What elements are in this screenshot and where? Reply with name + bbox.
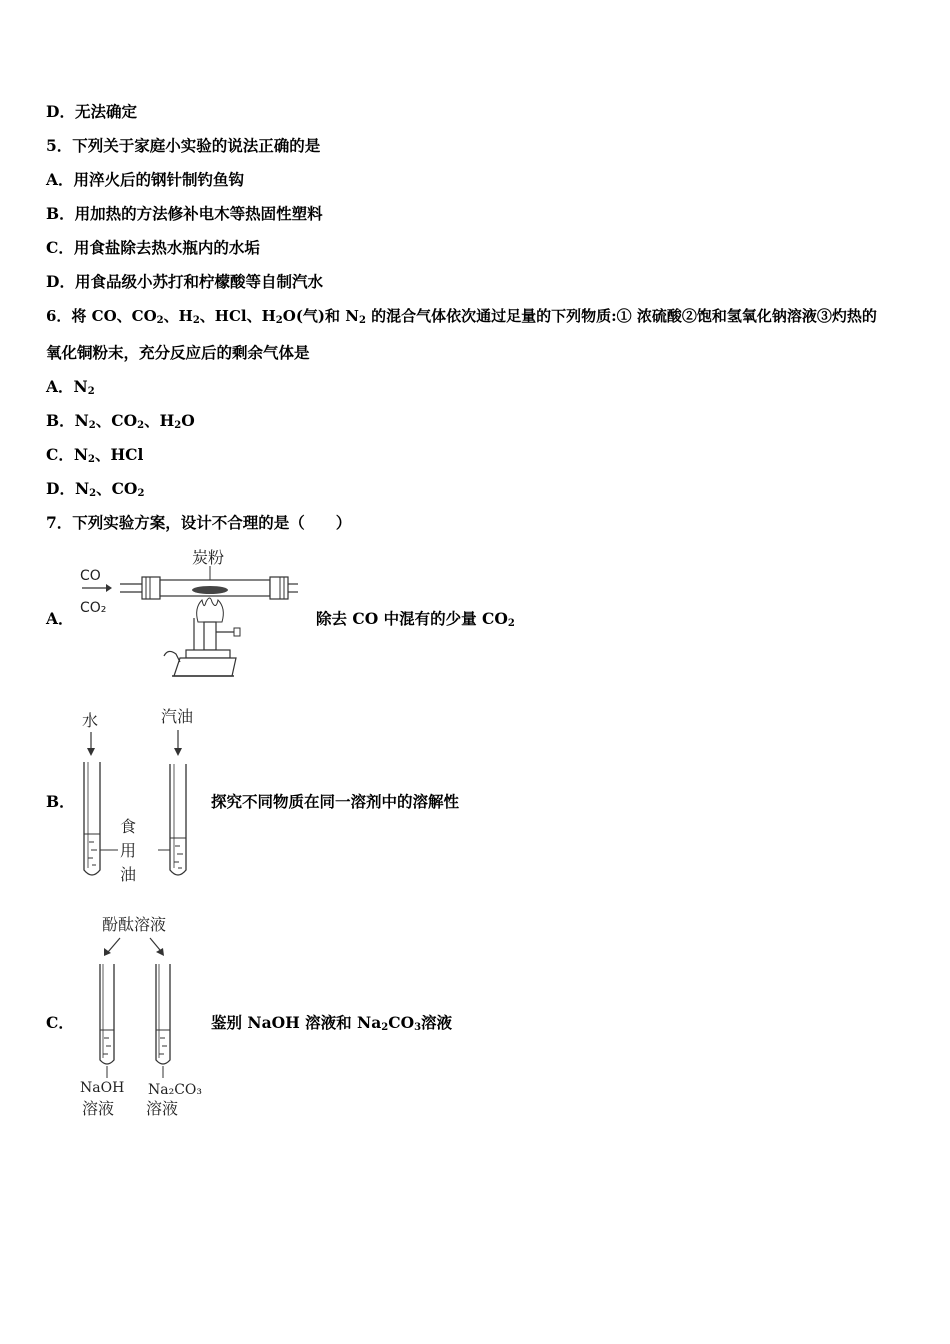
fig-b-water-label: 水 <box>82 711 99 730</box>
fig-a-flame <box>197 598 224 622</box>
q7-option-a-description: 除去 CO 中混有的少量 $CO_2$ <box>316 609 515 629</box>
fig-b-oil-label-2: 用 <box>120 841 137 860</box>
q6-option-c: C．$N_2$、HCl <box>46 445 144 465</box>
combustion-tube-apparatus-figure <box>76 544 306 688</box>
q6-stem-line2: 氧化铜粉末，充分反应后的剩余气体是 <box>46 343 310 362</box>
q5-option-c: C．用食盐除去热水瓶内的水垢 <box>46 238 260 257</box>
fig-a-carbon-pile <box>192 586 228 594</box>
q7-option-b-description: 探究不同物质在同一溶剂中的溶解性 <box>211 792 460 811</box>
fig-b-oil-label-3: 油 <box>120 865 137 884</box>
phenolphthalein-test-figure <box>76 908 212 1124</box>
q4-option-d: D．无法确定 <box>46 102 137 121</box>
solubility-test-tubes-figure <box>70 702 210 887</box>
q5-option-d: D．用食品级小苏打和柠檬酸等自制汽水 <box>46 272 323 291</box>
fig-a-burner <box>204 622 216 650</box>
q6-option-a: A．$N_2$ <box>46 377 95 397</box>
fig-b-oil-label-1: 食 <box>120 817 137 836</box>
fig-c-na2co3-solution-label: 溶液 <box>146 1099 179 1118</box>
fig-c-left-tube <box>100 964 114 1064</box>
q5-option-b: B．用加热的方法修补电木等热固性塑料 <box>46 204 323 223</box>
fig-b-water-arrow <box>87 748 95 756</box>
q7-stem: 7．下列实验方案，设计不合理的是（ ） <box>46 513 352 532</box>
fig-c-right-tube <box>156 964 170 1064</box>
fig-c-indicator-label: 酚酞溶液 <box>102 915 167 934</box>
fig-c-naoh-label: NaOH <box>80 1080 125 1096</box>
q5-stem: 5．下列关于家庭小实验的说法正确的是 <box>46 136 321 155</box>
q7-option-b-label: B． <box>46 792 75 811</box>
q6-stem: 6．将 CO、$CO_2$、$H_2$、HCl、$H_2O$(气)和 $N_2$ 的混合气体依次通过足量的下列物质:① 浓硫酸②饱和氢氧化钠溶液③灼热的 <box>46 307 877 326</box>
fig-a-co2-label: CO₂ <box>80 600 107 616</box>
fig-b-gasoline-label: 汽油 <box>161 707 194 726</box>
q7-option-c-label: C． <box>46 1013 74 1032</box>
fig-a-co-label: CO <box>80 568 101 584</box>
q6-option-b: B．$N_2$、$CO_2$、$H_2O$ <box>46 411 195 431</box>
q6-option-d: D．$N_2$、$CO_2$ <box>46 479 145 499</box>
fig-b-gasoline-arrow <box>174 748 182 756</box>
q7-option-a-label: A． <box>46 609 74 628</box>
fig-a-carbon-powder-label: 炭粉 <box>192 548 225 567</box>
fig-c-naoh-solution-label: 溶液 <box>82 1099 115 1118</box>
fig-c-na2co3-label: Na₂CO₃ <box>148 1082 203 1098</box>
q7-option-c-description: 鉴别 NaOH 溶液和 $Na_2CO_3$溶液 <box>211 1013 453 1033</box>
fig-b-right-tube <box>170 764 186 875</box>
q5-option-a: A．用淬火后的钢针制钓鱼钩 <box>46 170 245 189</box>
